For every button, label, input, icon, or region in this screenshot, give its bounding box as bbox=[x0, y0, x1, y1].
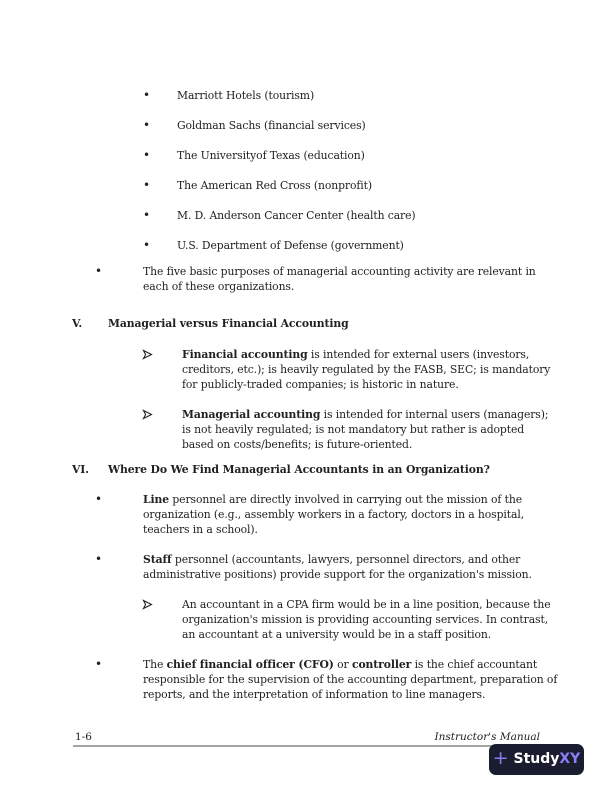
bold-cfo: chief financial officer (CFO) bbox=[166, 658, 334, 671]
section-title: Managerial versus Financial Accounting bbox=[108, 317, 349, 330]
list-item bbox=[0, 118, 612, 133]
studyxy-logo bbox=[489, 744, 584, 775]
body-text: The bbox=[143, 658, 167, 671]
list-item bbox=[0, 238, 612, 253]
bullet-icon: • bbox=[143, 178, 150, 192]
arrow-item-managerial-accounting bbox=[0, 407, 612, 452]
arrow-bullet-icon bbox=[142, 347, 182, 364]
page-number: 1-6 bbox=[75, 731, 92, 743]
arrow-item-text: An accountant in a CPA firm would be in a line position, because the organization's mission is providing accounting services. In contrast, an accountant at a university would be in a staff position. bbox=[182, 598, 551, 641]
list-item bbox=[0, 208, 612, 223]
arrow-item-cpa-example bbox=[0, 597, 612, 642]
arrow-bullet-icon bbox=[142, 597, 182, 614]
body-text: personnel are directly involved in carrying out the mission of the organization (e.g., assembly workers in a factory, doctors in a hospital, teachers in a school). bbox=[143, 493, 525, 536]
bold-lead: Financial accounting bbox=[182, 348, 308, 361]
plus-icon: + bbox=[492, 747, 509, 769]
list-item-text: Marriott Hotels (tourism) bbox=[177, 89, 315, 102]
list-item-text: U.S. Department of Defense (government) bbox=[177, 239, 404, 252]
section-heading-v bbox=[0, 316, 612, 331]
section-number: V. bbox=[72, 317, 83, 330]
brand-name bbox=[514, 752, 581, 767]
bullet-item-staff-personnel bbox=[0, 552, 612, 582]
body-text: is intended for internal users (managers); is not heavily regulated; is not mandatory but rather is adopted based on costs/benefits; is future-oriented. bbox=[182, 408, 549, 451]
bullet-item-five-purposes bbox=[0, 264, 612, 294]
body-text: is intended for external users (investors, creditors, etc.); is heavily regulated by the FASB, SEC; is mandatory for publicly-traded companies; is historic in nature. bbox=[182, 348, 551, 391]
bullet-icon: • bbox=[95, 492, 102, 506]
bullet-item-cfo-controller bbox=[0, 657, 612, 702]
manual-title: Instructor's Manual bbox=[434, 731, 540, 743]
body-text: or bbox=[333, 658, 352, 671]
brand-name-primary: Study bbox=[513, 751, 560, 767]
list-item-text: M. D. Anderson Cancer Center (health care) bbox=[177, 209, 416, 222]
section-heading-vi bbox=[0, 462, 612, 477]
page-content bbox=[0, 88, 612, 702]
arrow-item-financial-accounting bbox=[0, 347, 612, 392]
bullet-item-text bbox=[143, 492, 561, 537]
bold-lead: Staff bbox=[143, 553, 172, 566]
bullet-icon: • bbox=[143, 88, 150, 102]
arrow-item-text bbox=[182, 407, 556, 452]
bullet-item-line-personnel bbox=[0, 492, 612, 537]
bullet-icon: • bbox=[143, 208, 150, 222]
bullet-item-text bbox=[143, 552, 561, 582]
section-number: VI. bbox=[72, 463, 89, 476]
organization-examples-list bbox=[0, 88, 612, 253]
list-item bbox=[0, 148, 612, 163]
bullet-icon: • bbox=[143, 148, 150, 162]
bullet-icon: • bbox=[143, 238, 150, 252]
bullet-item-text: The five basic purposes of managerial accounting activity are relevant in each of these organizations. bbox=[143, 265, 536, 293]
body-text: personnel (accountants, lawyers, personnel directors, and other administrative positions) provide support for the organization's mission. bbox=[143, 553, 532, 581]
arrow-item-text bbox=[182, 347, 556, 392]
list-item bbox=[0, 178, 612, 193]
arrow-bullet-icon bbox=[142, 407, 182, 424]
bullet-icon: • bbox=[95, 552, 102, 566]
list-item-text: Goldman Sachs (financial services) bbox=[177, 119, 366, 132]
body-text: is the chief accountant responsible for the supervision of the accounting department, preparation of reports, and the interpretation of information to line managers. bbox=[143, 658, 558, 701]
list-item-text: The Universityof Texas (education) bbox=[177, 149, 365, 162]
bullet-icon: • bbox=[95, 264, 102, 278]
list-item bbox=[0, 88, 612, 103]
bullet-icon: • bbox=[143, 118, 150, 132]
bold-controller: controller bbox=[351, 658, 412, 671]
section-title: Where Do We Find Managerial Accountants in an Organization? bbox=[108, 463, 490, 476]
bold-lead: Line bbox=[143, 493, 170, 506]
bold-lead: Managerial accounting bbox=[182, 408, 321, 421]
bullet-item-text bbox=[143, 657, 561, 702]
brand-name-accent: XY bbox=[559, 751, 581, 767]
footer-rule bbox=[73, 745, 541, 747]
list-item-text: The American Red Cross (nonprofit) bbox=[177, 179, 372, 192]
bullet-icon: • bbox=[95, 657, 102, 671]
